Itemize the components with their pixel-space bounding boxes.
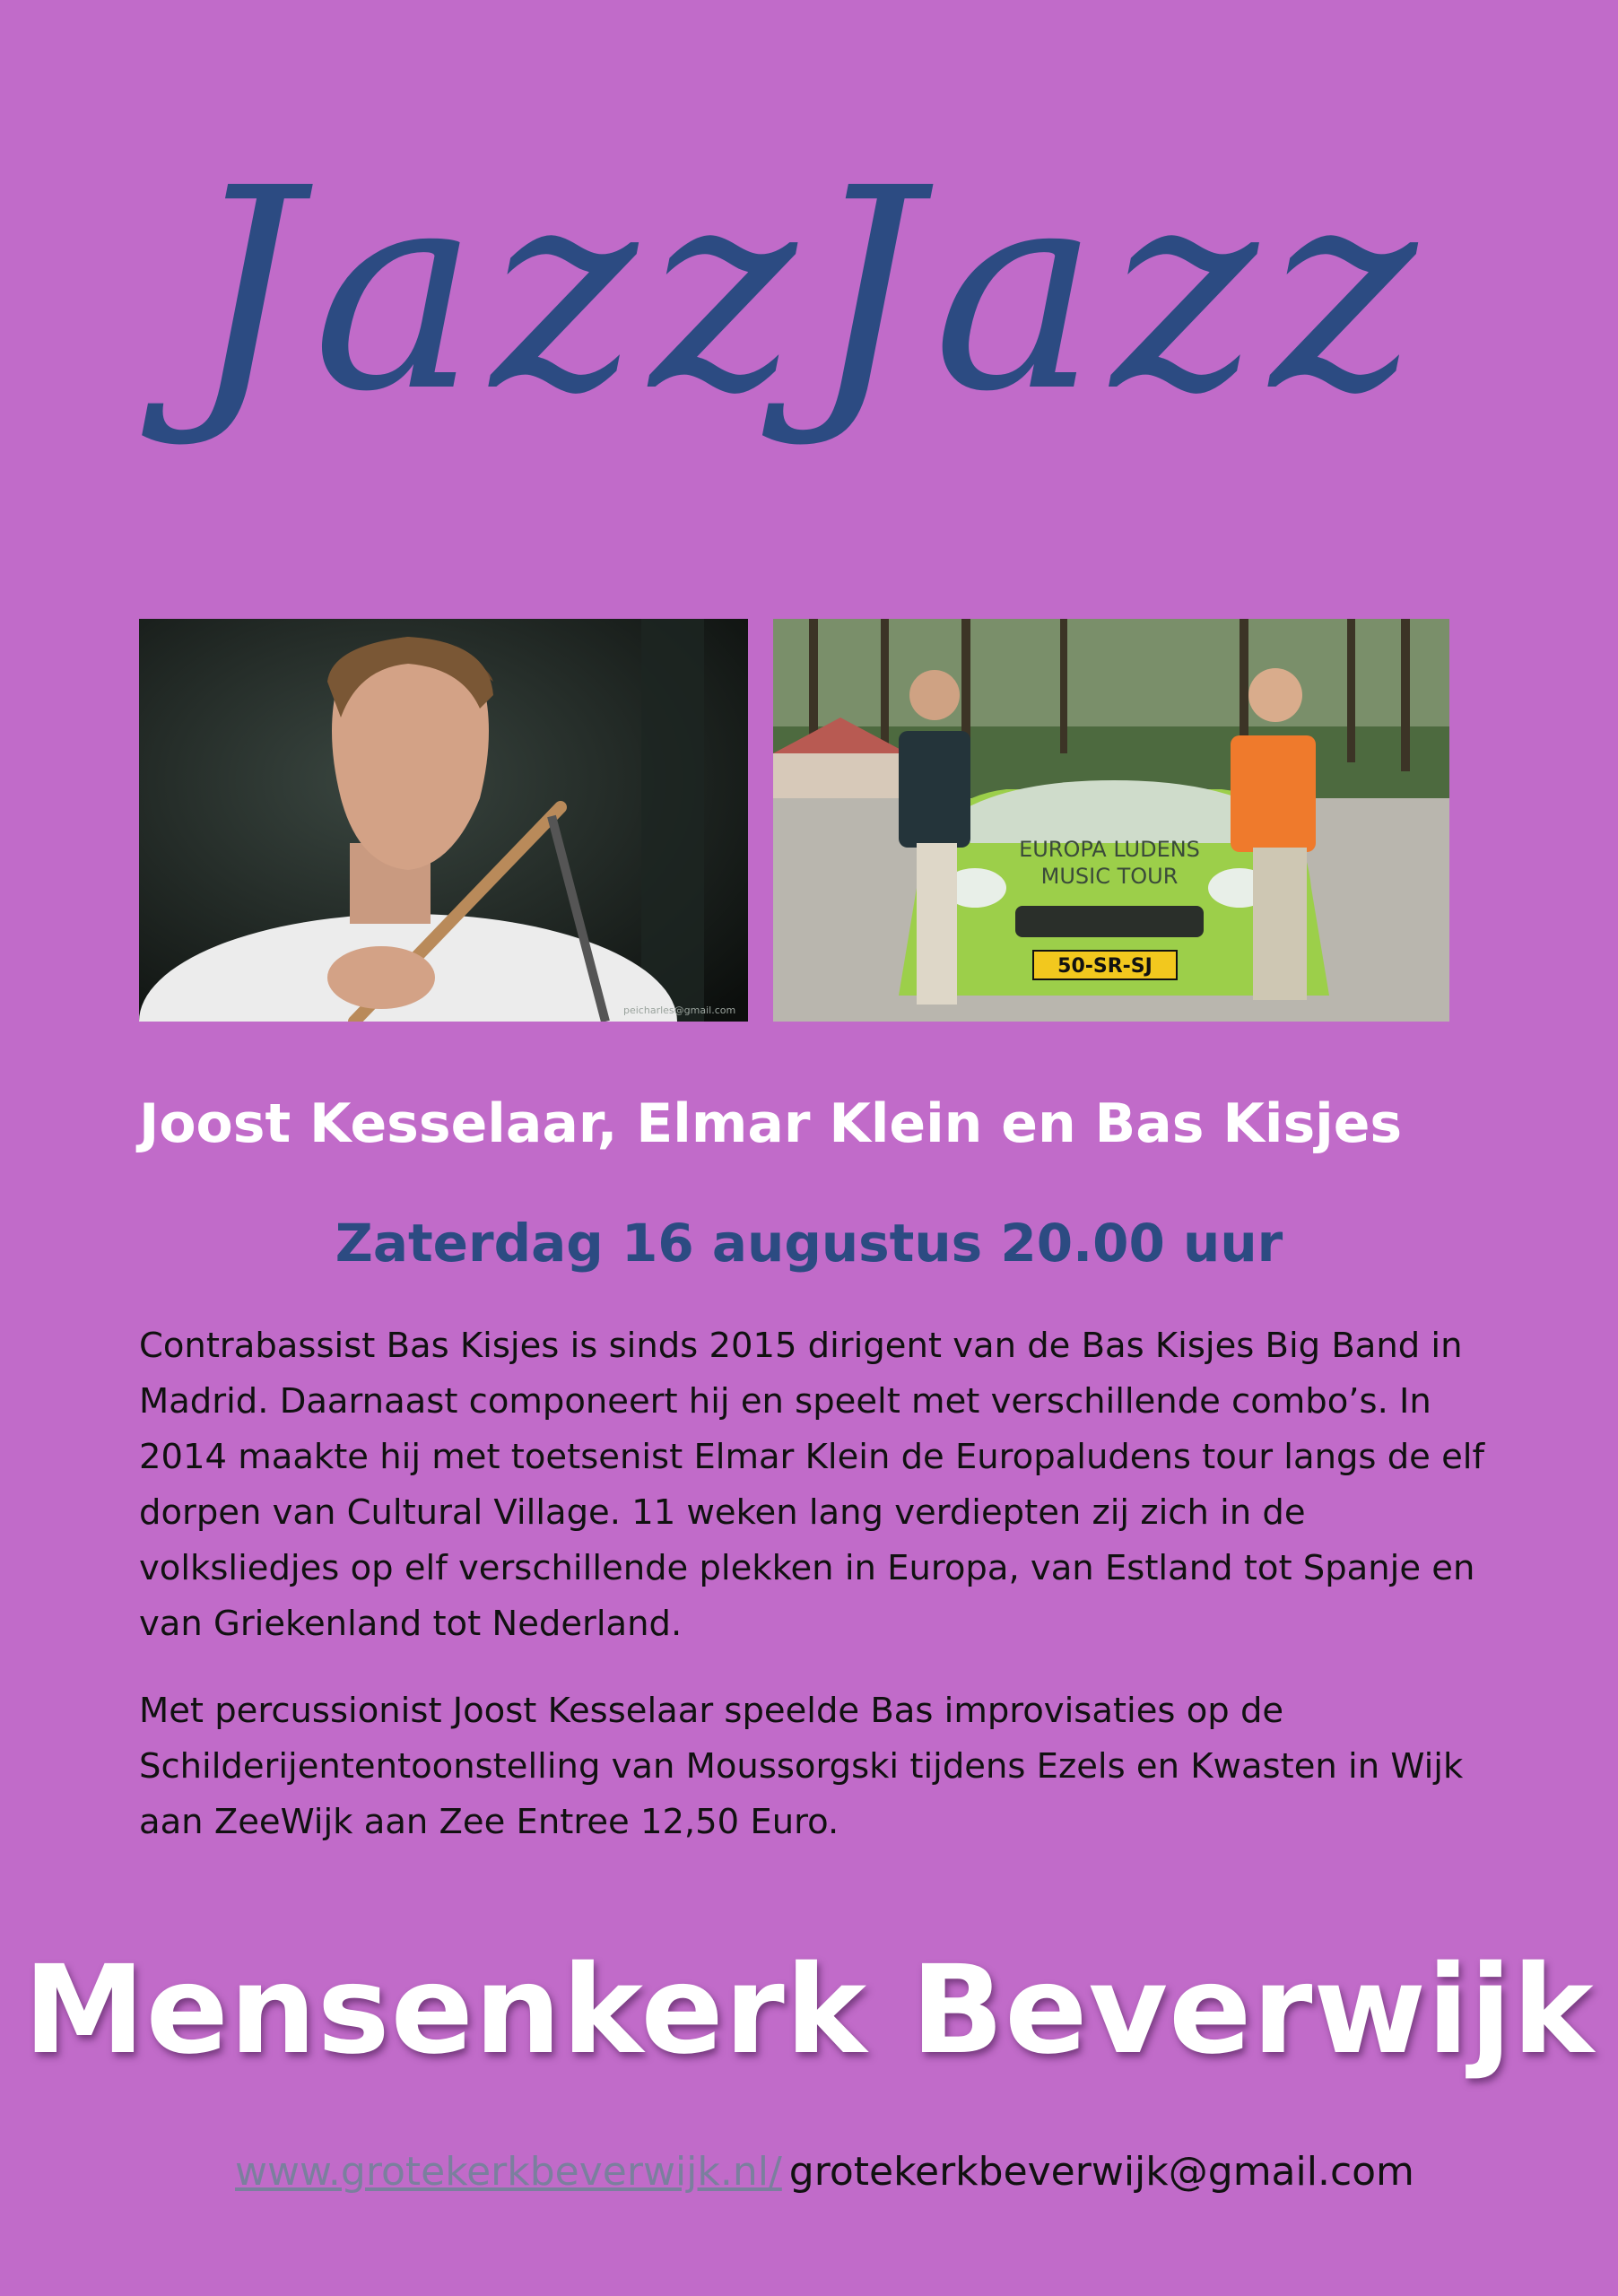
description-paragraph-2: Met percussionist Joost Kesselaar speelde Bas improvisaties op de Schilderijententoonstelling van Moussorgski tijdens Ezels en Kwasten in Wijk aan ZeeWijk aan Zee Entree 12,50 Euro.	[139, 1691, 1464, 1842]
car-photo	[773, 619, 1449, 1022]
email-address: grotekerkbeverwijk@gmail.com	[788, 2149, 1414, 2195]
event-date: Zaterdag 16 augustus 20.00 uur	[335, 1213, 1283, 1274]
poster-title: JazzJazz	[188, 129, 1430, 453]
drummer-photo-image	[139, 619, 748, 1022]
license-plate-text: 50-SR-SJ	[1057, 955, 1153, 978]
description-paragraph-1: Contrabassist Bas Kisjes is sinds 2015 dirigent van de Bas Kisjes Big Band in Madrid. Daarnaast componeert hij en speelt met verschillende combo’s. In 2014 maakte hij met toetsenist Elmar Klein de Europaludens tour langs de elf dorpen van Cultural Village. 11 weken lang verdiepten zij zich in de volksliedjes op elf verschillende plekken in Europa, van Estland tot Spanje en van Griekenland tot Nederland.	[139, 1326, 1485, 1644]
website-link[interactable]: www.grotekerkbeverwijk.nl/	[235, 2149, 782, 2195]
photo-watermark: peicharles@gmail.com	[623, 1004, 736, 1016]
venue-name: Mensenkerk Beverwijk	[23, 1940, 1595, 2082]
performers-heading: Joost Kesselaar, Elmar Klein en Bas Kisjes	[139, 1092, 1403, 1155]
car-photo-image	[773, 619, 1449, 1022]
car-text-line2: MUSIC TOUR	[1040, 864, 1179, 889]
drummer-photo	[139, 619, 748, 1022]
contact-line	[235, 2149, 1414, 2195]
car-text-line1: EUROPA LUDENS	[1019, 837, 1200, 862]
